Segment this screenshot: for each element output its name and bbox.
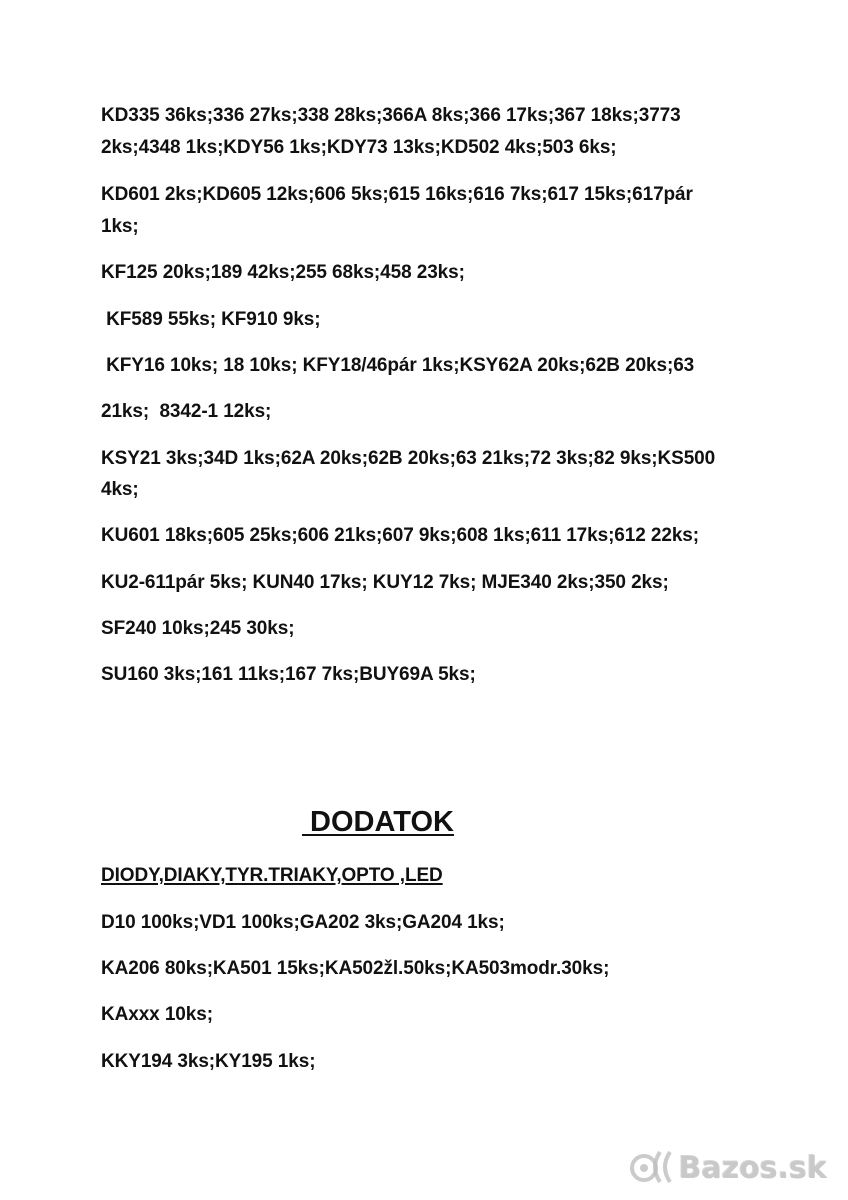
bazos-logo-icon	[628, 1148, 674, 1186]
text-line: KD335 36ks;336 27ks;338 28ks;366A 8ks;366 17ks;367 18ks;3773	[101, 105, 681, 126]
text-line: KSY21 3ks;34D 1ks;62A 20ks;62B 20ks;63 21ks;72 3ks;82 9ks;KS500	[101, 448, 716, 469]
section-subheading: DIODY,DIAKY,TYR.TRIAKY,OPTO ,LED	[101, 865, 443, 886]
watermark-text: Bazos.sk	[677, 1149, 826, 1185]
text-line: KD601 2ks;KD605 12ks;606 5ks;615 16ks;616 7ks;617 15ks;617pár	[101, 184, 693, 205]
text-line: KU601 18ks;605 25ks;606 21ks;607 9ks;608 1ks;611 17ks;612 22ks;	[101, 525, 699, 546]
text-line: 1ks;	[101, 216, 139, 237]
text-line: KF125 20ks;189 42ks;255 68ks;458 23ks;	[101, 262, 465, 283]
text-line: 4ks;	[101, 479, 139, 500]
text-line: SF240 10ks;245 30ks;	[101, 618, 295, 639]
text-line: D10 100ks;VD1 100ks;GA202 3ks;GA204 1ks;	[101, 912, 505, 933]
text-line: KFY16 10ks; 18 10ks; KFY18/46pár 1ks;KSY62A 20ks;62B 20ks;63	[101, 355, 695, 376]
text-line: KU2-611pár 5ks; KUN40 17ks; KUY12 7ks; MJE340 2ks;350 2ks;	[101, 572, 669, 593]
text-line: KF589 55ks; KF910 9ks;	[101, 309, 321, 330]
text-line: KA206 80ks;KA501 15ks;KA502žl.50ks;KA503modr.30ks;	[101, 958, 610, 979]
text-line: KAxxx 10ks;	[101, 1004, 213, 1025]
text-line: 21ks; 8342-1 12ks;	[101, 401, 272, 422]
text-line: 2ks;4348 1ks;KDY56 1ks;KDY73 13ks;KD502 4ks;503 6ks;	[101, 137, 617, 158]
watermark	[628, 1148, 826, 1186]
text-line: SU160 3ks;161 11ks;167 7ks;BUY69A 5ks;	[101, 664, 476, 685]
section-heading: DODATOK	[302, 806, 454, 838]
text-line: KKY194 3ks;KY195 1ks;	[101, 1051, 316, 1072]
